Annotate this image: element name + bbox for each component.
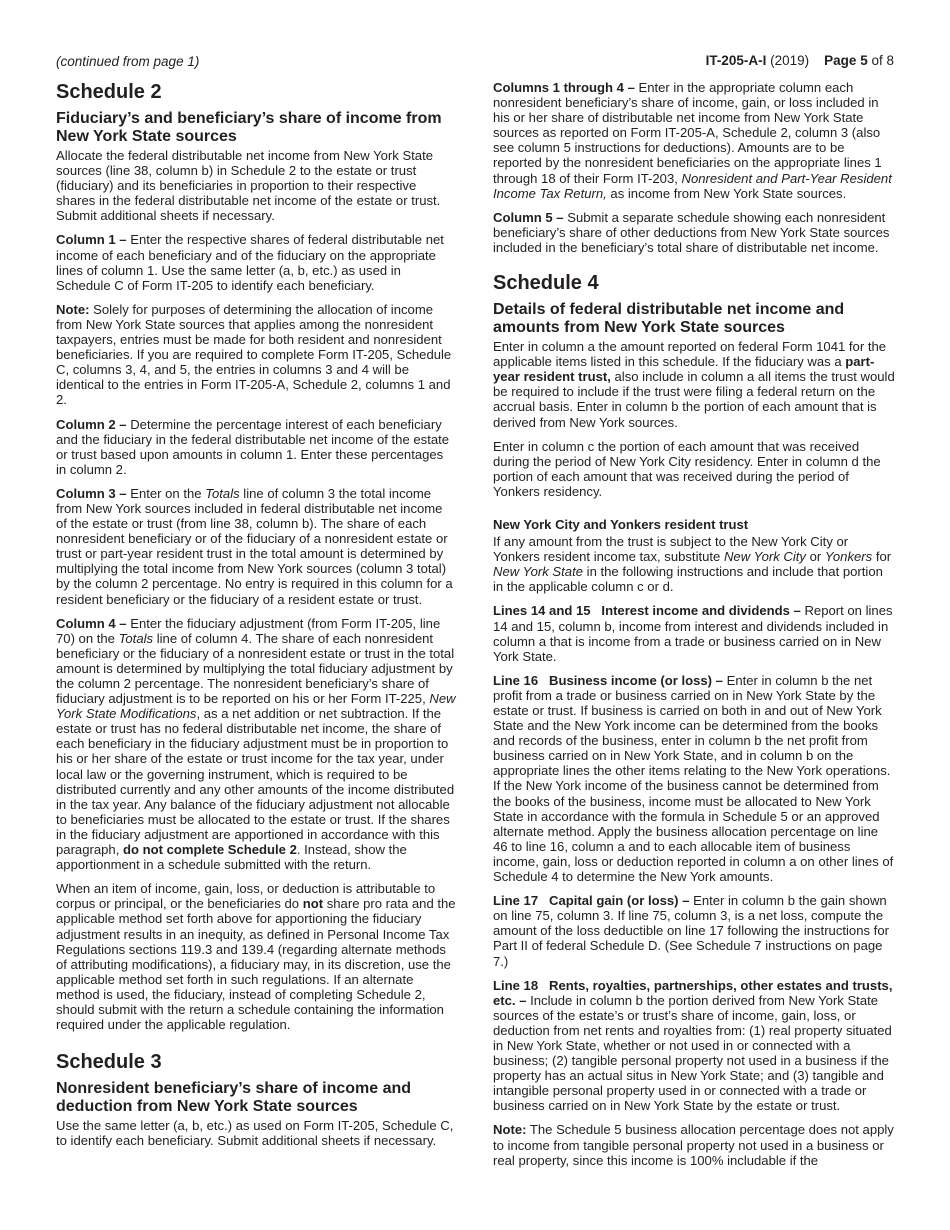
nyc-yonkers-paragraph	[493, 534, 895, 594]
lines-14-15-instructions	[493, 603, 895, 663]
italic: New York State	[493, 564, 584, 580]
text: Enter in the appropriate column each nonresident beneficiary’s share of income, gain, or loss included in his or her share of distributable net income from New York State sources as reported on Form IT-205-A, Schedule 2, column 3 (also see column 5 instructions for deductions). Amounts are to be reported by the nonresident beneficiaries on the appropriate lines 1 through 18 of their Form IT-203,	[493, 80, 882, 186]
text: Enter in column b the gain shown on line 75, column 3. If line 75, column 3, is a net loss, compute the amount of the loss deductible on line 17 following the instructions for Part II of federal Schedule D. (See Schedule 7 instructions on page 7.)	[493, 893, 889, 969]
label: Note:	[493, 1122, 527, 1138]
text: If any amount from the trust is subject to the New York City or Yonkers resident income tax, substitute	[493, 534, 849, 565]
bold: do not complete Schedule 2	[122, 842, 297, 858]
italic: New York City	[723, 549, 806, 565]
schedule-2-subtitle: Fiduciary’s and beneficiary’s share of income from New York State sources	[56, 110, 442, 145]
italic: New York State Modifications	[56, 691, 456, 722]
column-5-instructions	[493, 210, 895, 255]
schedule-3-title: Schedule 3	[56, 1051, 162, 1074]
note-paragraph	[56, 302, 456, 408]
label: Lines 14 and 15 Interest income and dividends –	[493, 603, 801, 619]
text: for	[872, 549, 892, 565]
text: also include in column a all items the trust would be required to include if the trust were filing a federal return on the accrual basis. Enter in column b the portion of each amount that is derived from New York sources.	[493, 369, 895, 430]
text: Determine the percentage interest of each beneficiary and the fiduciary in the federal distributable net income of the estate or trust based upon amounts in column 1. Enter these percentages in column 2.	[56, 416, 450, 477]
text: Enter on the	[126, 485, 206, 501]
label: Note:	[56, 301, 90, 317]
schedule-2-intro: Allocate the federal distributable net income from New York State sources (line 38, column b) in Schedule 2 to the estate or trust (fiduciary) and its beneficiaries in proportion to their respective shares in the federal distributable net income of the estate or trust. Submit additional sheets if necessary.	[56, 148, 441, 224]
text: Enter in column b the net profit from a trade or business carried on in New York State by the estate or trust. If business is carried on both in and out of New York State and the New York income can be determined from the books and records of the business, enter in column b the net profit from business carried on in New York State, and in column b on the appropriate lines the other items relating to the New York operations. If the New York income of the business cannot be determined from the books of the business, income must be allocated to New York State in accordance with the formula in Schedule 5 or an approved alternate method. Apply the business allocation percentage on line 46 to line 16, column a and to each allocable item of business income, gain, loss or deduction reported in column a on other lines of Schedule 4 to determine the New York amounts.	[493, 672, 894, 885]
label: Column 5 –	[493, 209, 564, 225]
text: line of column 3 the total income from New York sources included in federal distributable net income of the estate or trust (from line 38, column b). The share of each nonresident beneficiary or of the fiduciary of a nonresident estate or trust or part-year resident trust in the total amount is determined by multiplying the total income from New York sources (column 3 total) by the column 2 percentage. No entry is required in this column for a resident beneficiary or the fiduciary of a resident estate or trust.	[56, 485, 453, 607]
label: Line 18 Rents, royalties, partnerships, other estates and trusts, etc. –	[493, 977, 897, 1008]
columns-1-4-instructions	[493, 80, 895, 201]
italic: Nonresident and Part-Year Resident Income Tax Return,	[493, 170, 892, 201]
text: Enter the fiduciary adjustment (from Form IT-205, line 70) on the	[56, 615, 441, 646]
bold: part-year resident trust,	[493, 354, 875, 385]
label: Columns 1 through 4 –	[493, 80, 635, 95]
page-of: of 8	[871, 53, 894, 68]
schedule-2-title: Schedule 2	[56, 81, 162, 103]
label: Column 3 –	[56, 485, 127, 501]
label: Column 2 –	[56, 416, 127, 432]
left-column	[56, 80, 456, 1157]
text: Enter in column a the amount reported on federal Form 1041 for the applicable items listed in this schedule. If the fiduciary was a	[493, 339, 887, 370]
text: Solely for purposes of determining the allocation of income from New York State sources that applies among the nonresident taxpayers, entries must be made for both resident and nonresident beneficiaries. If you are required to complete Form IT-205, Schedule C, columns 3, 4, and 5, the entries in columns 3 and 4 will be identical to the entries in Form IT-205-A, Schedule 2, columns 1 and 2.	[56, 301, 452, 408]
schedule-4-intro	[493, 339, 895, 430]
text: line of column 4. The share of each nonresident beneficiary or the fiduciary of a nonresident estate or trust in the total amount is determined by multiplying the total fiduciary adjustment by the column 2 percentage. The nonresident beneficiary’s share of fiduciary adjustment is to be reported on his or her Form IT-225,	[56, 630, 455, 707]
page-header	[706, 53, 894, 68]
line-18-instructions	[493, 978, 895, 1114]
text: Include in column b the portion derived from New York State sources of the estate’s or trust’s share of income, gain, loss, or deduction from net rents and royalties from: (1) real property situated in New York State, whether or not used in or connected with a business; (2) tangible personal property not used in a business if the property has an actual situs in New York State; and (3) tangible and intangible personal property used in or connected with a trade or business carried on in New York State by the estate or trust.	[493, 992, 892, 1114]
text: , as a net addition or net subtraction. If the estate or trust has no federal distributable net income, the share of each beneficiary in the fiduciary adjustment must be in proportion to his or her share of the estate or trust income for the tax year, under local law or the governing instrument, which is required to be distributed currently and any other amounts of the income distributed in the tax year. Any balance of the fiduciary adjustment not allocable to beneficiaries must be allocated to the estate or trust. If the shares in the fiduciary adjustment are apportioned in accordance with this paragraph,	[56, 706, 455, 858]
italic: Totals	[118, 630, 154, 646]
column-4-instructions	[56, 616, 456, 873]
alternate-method-paragraph	[56, 881, 456, 1032]
italic: Totals	[205, 485, 240, 501]
right-column	[493, 80, 895, 1177]
text: . Instead, show the apportionment in a schedule submitted with the return.	[56, 842, 407, 873]
italic: Yonkers	[824, 549, 873, 565]
label: Column 1 –	[56, 232, 127, 248]
text: Report on lines 14 and 15, column b, income from interest and dividends included in column a that is income from a trade or business carried on in New York State.	[493, 603, 893, 664]
label: Line 16 Business income (or loss) –	[493, 672, 723, 688]
nyc-yonkers-heading: New York City and Yonkers resident trust	[493, 516, 749, 532]
schedule-4-subtitle: Details of federal distributable net income and amounts from New York State sources	[493, 301, 845, 337]
column-2-instructions	[56, 417, 456, 477]
text: or	[805, 549, 825, 565]
column-1-instructions	[56, 232, 456, 292]
text: share pro rata and the applicable method set forth above for apportioning the fiduciary adjustment results in an inequity, as defined in Personal Income Tax Regulations sections 119.3 and 139.4 (regarding alternate methods of attributing modifications), a fiduciary may, in its discretion, use the applicable method set forth in such regulations. If an alternate method is used, the fiduciary, instead of completing Schedule 2, should submit with the return a schedule containing the information required under the applicable regulation.	[56, 896, 456, 1033]
bold: not	[302, 896, 324, 912]
page-number: 5	[860, 53, 868, 68]
note-paragraph-right	[493, 1122, 895, 1167]
text: Submit a separate schedule showing each nonresident beneficiary’s share of other deductions from New York State sources included in the beneficiary’s total share of distributable net income.	[493, 209, 890, 255]
text: When an item of income, gain, loss, or deduction is attributable to corpus or principal, or the beneficiaries do	[56, 881, 436, 912]
form-year: (2019)	[770, 53, 810, 68]
page-word: Page	[824, 53, 857, 68]
schedule-3-intro: Use the same letter (a, b, etc.) as used on Form IT-205, Schedule C, to identify each beneficiary. Submit additional sheets if necessary.	[56, 1118, 454, 1149]
label: Column 4 –	[56, 615, 127, 631]
line-16-instructions	[493, 673, 895, 884]
text: Enter the respective shares of federal distributable net income of each beneficiary and of the fiduciary on the appropriate lines of column 1. Use the same letter (a, b, etc.) as used in Schedule C of Form IT-205 to identify each beneficiary.	[56, 232, 444, 293]
continued-note: (continued from page 1)	[56, 54, 200, 69]
text: in the following instructions and include that portion in the applicable column c or d.	[493, 564, 883, 595]
label: Line 17 Capital gain (or loss) –	[493, 893, 690, 909]
schedule-3-subtitle: Nonresident beneficiary’s share of income and deduction from New York State sources	[56, 1080, 412, 1116]
schedule-4-residency: Enter in column c the portion of each amount that was received during the period of New York City residency. Enter in column d the portion of each amount that was received during the period of Yonkers residency.	[493, 438, 881, 499]
schedule-4-title: Schedule 4	[493, 272, 599, 295]
form-id: IT-205-A-I	[705, 53, 767, 68]
text: The Schedule 5 business allocation percentage does not apply to income from tangible personal property not used in a business or real property, since this income is 100% includable if the	[493, 1122, 894, 1168]
line-17-instructions	[493, 893, 895, 968]
column-3-instructions	[56, 486, 456, 607]
text: as income from New York State sources.	[606, 185, 847, 201]
